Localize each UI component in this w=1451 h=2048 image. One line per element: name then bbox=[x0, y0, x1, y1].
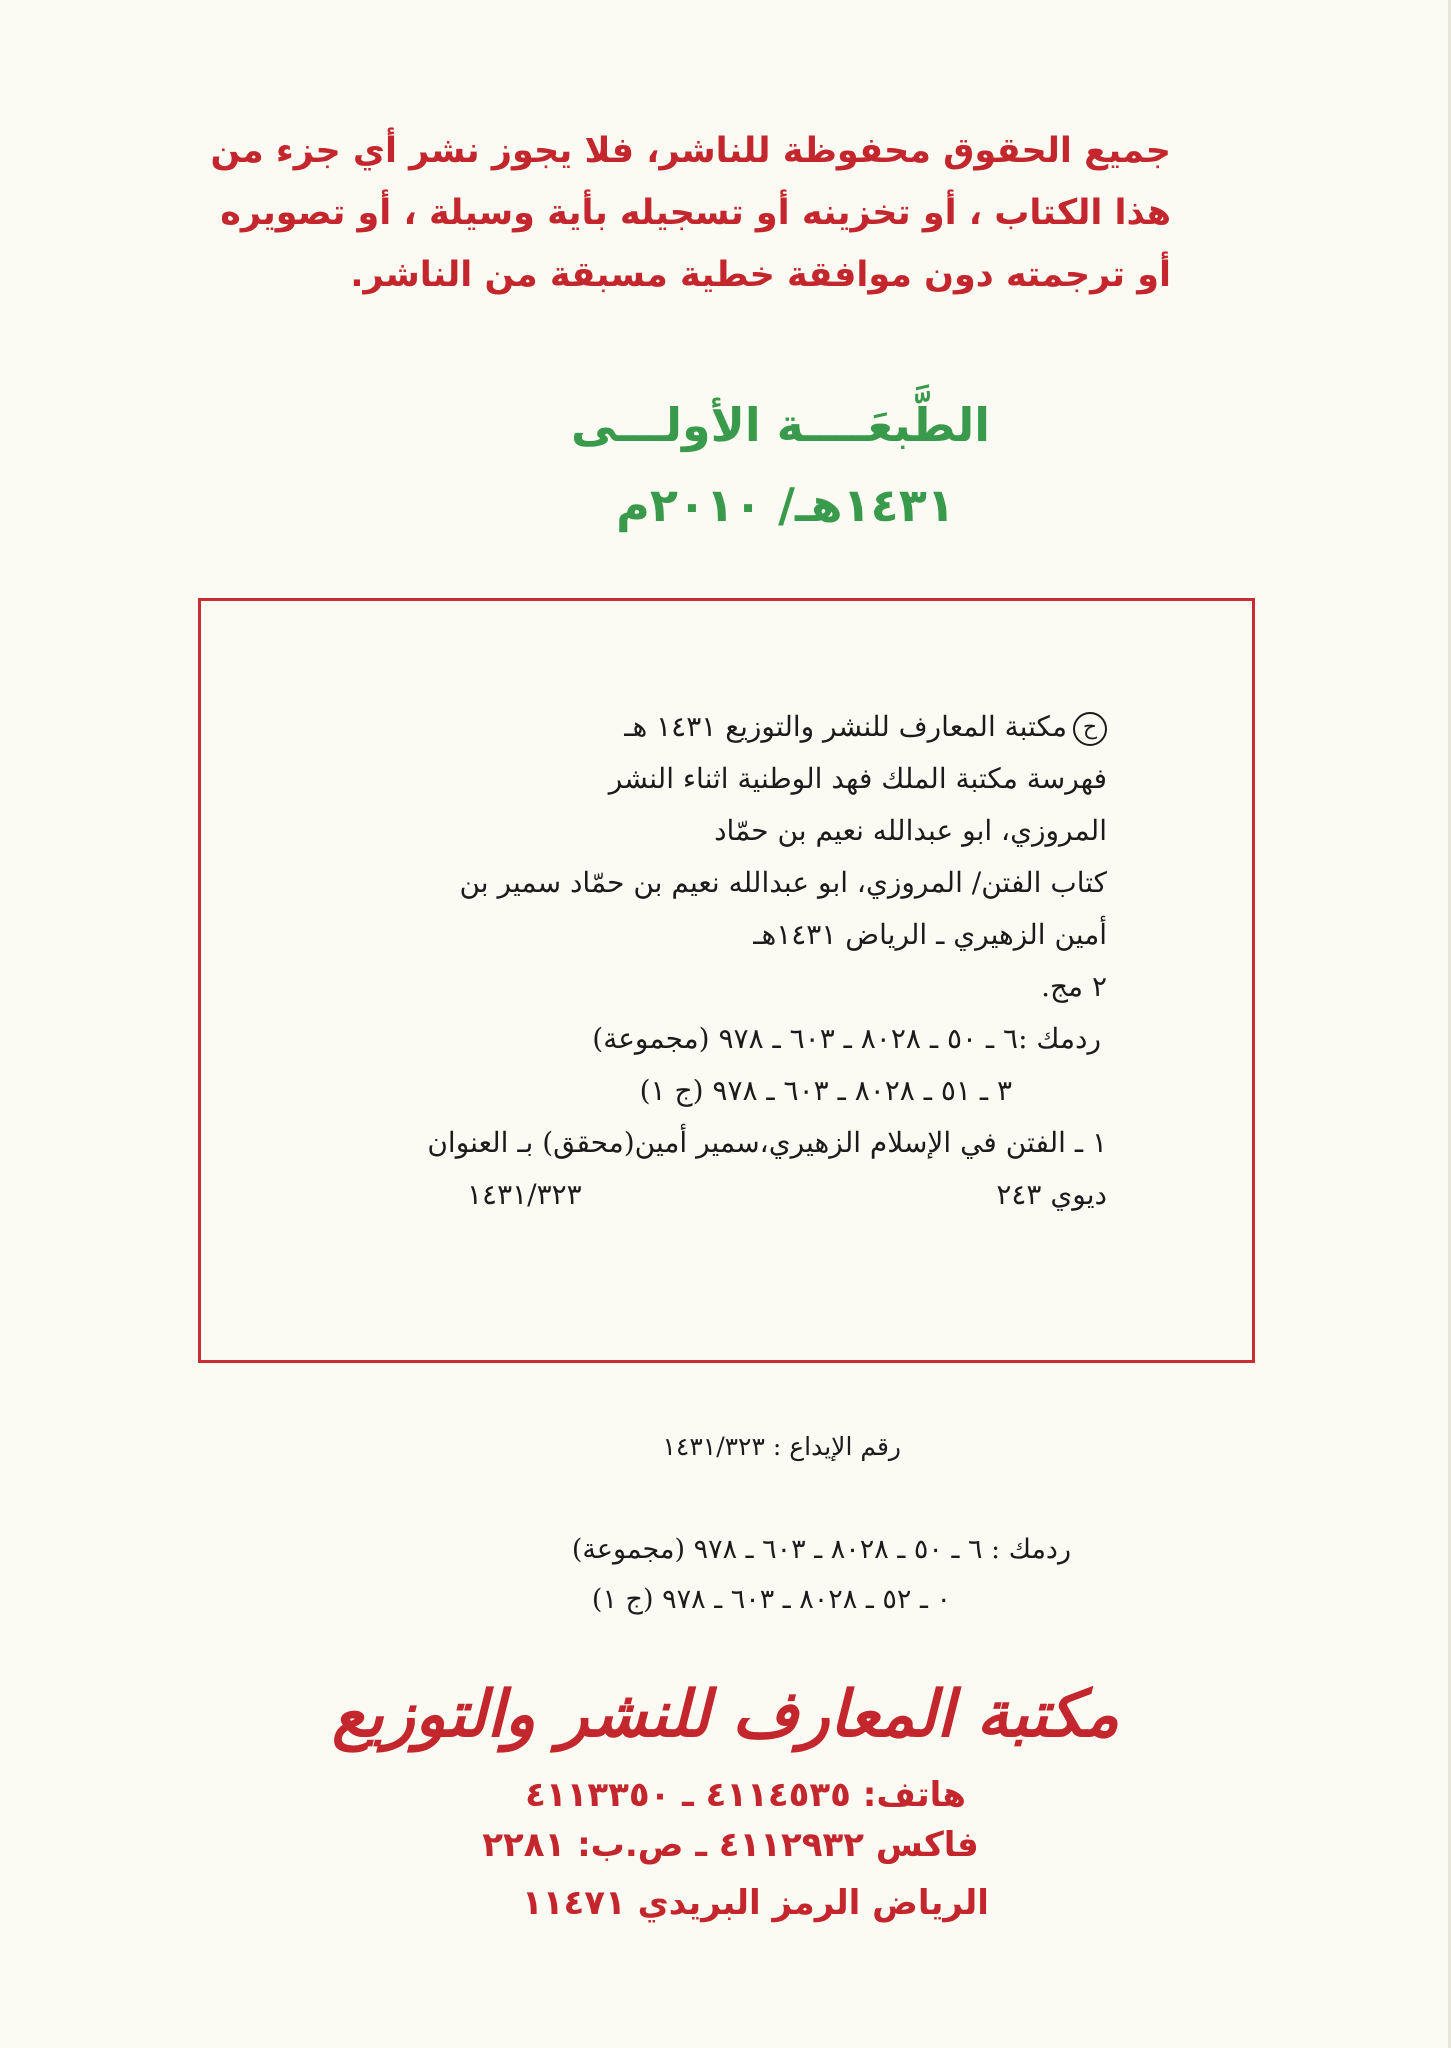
isbn-line: ردمك : ٦ ـ ٥٠ ـ ٨٠٢٨ ـ ٦٠٣ ـ ٩٧٨ (مجموعة) bbox=[571, 1534, 1071, 1565]
fax-line: فاكس ٤١١٢٩٣٢ ـ ص.ب: ٢٢٨١ bbox=[482, 1825, 979, 1865]
cip-deposit-number: ١٤٣١/٣٢٣ bbox=[467, 1178, 582, 1211]
publisher-contact bbox=[0, 1770, 1451, 1928]
phone-line: هاتف: ٤١١٤٥٣٥ ـ ٤١١٣٣٥٠ bbox=[525, 1775, 966, 1815]
cip-line: ٢ مج. bbox=[1041, 970, 1107, 1003]
copyright-symbol: ح bbox=[1073, 712, 1107, 746]
copyright-line: أو ترجمته دون موافقة خطية مسبقة من الناشر. bbox=[350, 255, 1171, 295]
deposit-number: رقم الإيداع : ١٤٣١/٣٢٣ bbox=[662, 1432, 901, 1461]
address-line: الرياض الرمز البريدي ١١٤٧١ bbox=[522, 1883, 989, 1923]
copyright-line: جميع الحقوق محفوظة للناشر، فلا يجوز نشر أي جزء من bbox=[210, 131, 1171, 171]
cip-line-isbn: ٣ ـ ٥١ ـ ٨٠٢٨ ـ ٦٠٣ ـ ٩٧٨ (ج ١) bbox=[639, 1074, 1012, 1107]
cip-line: كتاب الفتن/ المروزي، ابو عبدالله نعيم بن حمّاد سمير بن bbox=[459, 866, 1107, 899]
cip-publisher-text: مكتبة المعارف للنشر والتوزيع ١٤٣١ هـ bbox=[624, 710, 1067, 743]
copyright-notice bbox=[210, 120, 1171, 306]
copyright-line: هذا الكتاب ، أو تخزينه أو تسجيله بأية وسيلة ، أو تصويره bbox=[220, 193, 1171, 233]
cip-dewey-row bbox=[467, 1169, 1107, 1221]
cip-line: أمين الزهيري ـ الرياض ١٤٣١هـ bbox=[753, 918, 1107, 951]
isbn-line: ٠ ـ ٥٢ ـ ٨٠٢٨ ـ ٦٠٣ ـ ٩٧٨ (ج ١) bbox=[591, 1584, 951, 1615]
publisher-logo: مكتبة المعارف للنشر والتوزيع bbox=[331, 1677, 1120, 1752]
cip-line: فهرسة مكتبة الملك فهد الوطنية اثناء النشر bbox=[608, 762, 1107, 795]
edition-title: الطَّبعَــــة الأولـــى bbox=[571, 398, 990, 452]
edition-date: ١٤٣١هـ/ ٢٠١٠م bbox=[616, 478, 955, 532]
cataloging-box bbox=[198, 598, 1255, 1363]
cip-line: ١ ـ الفتن في الإسلام الزهيري،سمير أمين(محقق) بـ العنوان bbox=[427, 1126, 1107, 1159]
cip-line-isbn: ردمك :٦ ـ ٥٠ ـ ٨٠٢٨ ـ ٦٠٣ ـ ٩٧٨ (مجموعة) bbox=[592, 1022, 1101, 1055]
edition-block bbox=[0, 385, 1451, 545]
isbn-block bbox=[572, 1525, 1071, 1625]
cataloging-record bbox=[307, 701, 1107, 1221]
cip-line: المروزي، ابو عبدالله نعيم بن حمّاد bbox=[714, 814, 1107, 847]
cip-dewey: ديوي ٢٤٣ bbox=[996, 1178, 1107, 1211]
cip-line-publisher bbox=[307, 701, 1107, 753]
